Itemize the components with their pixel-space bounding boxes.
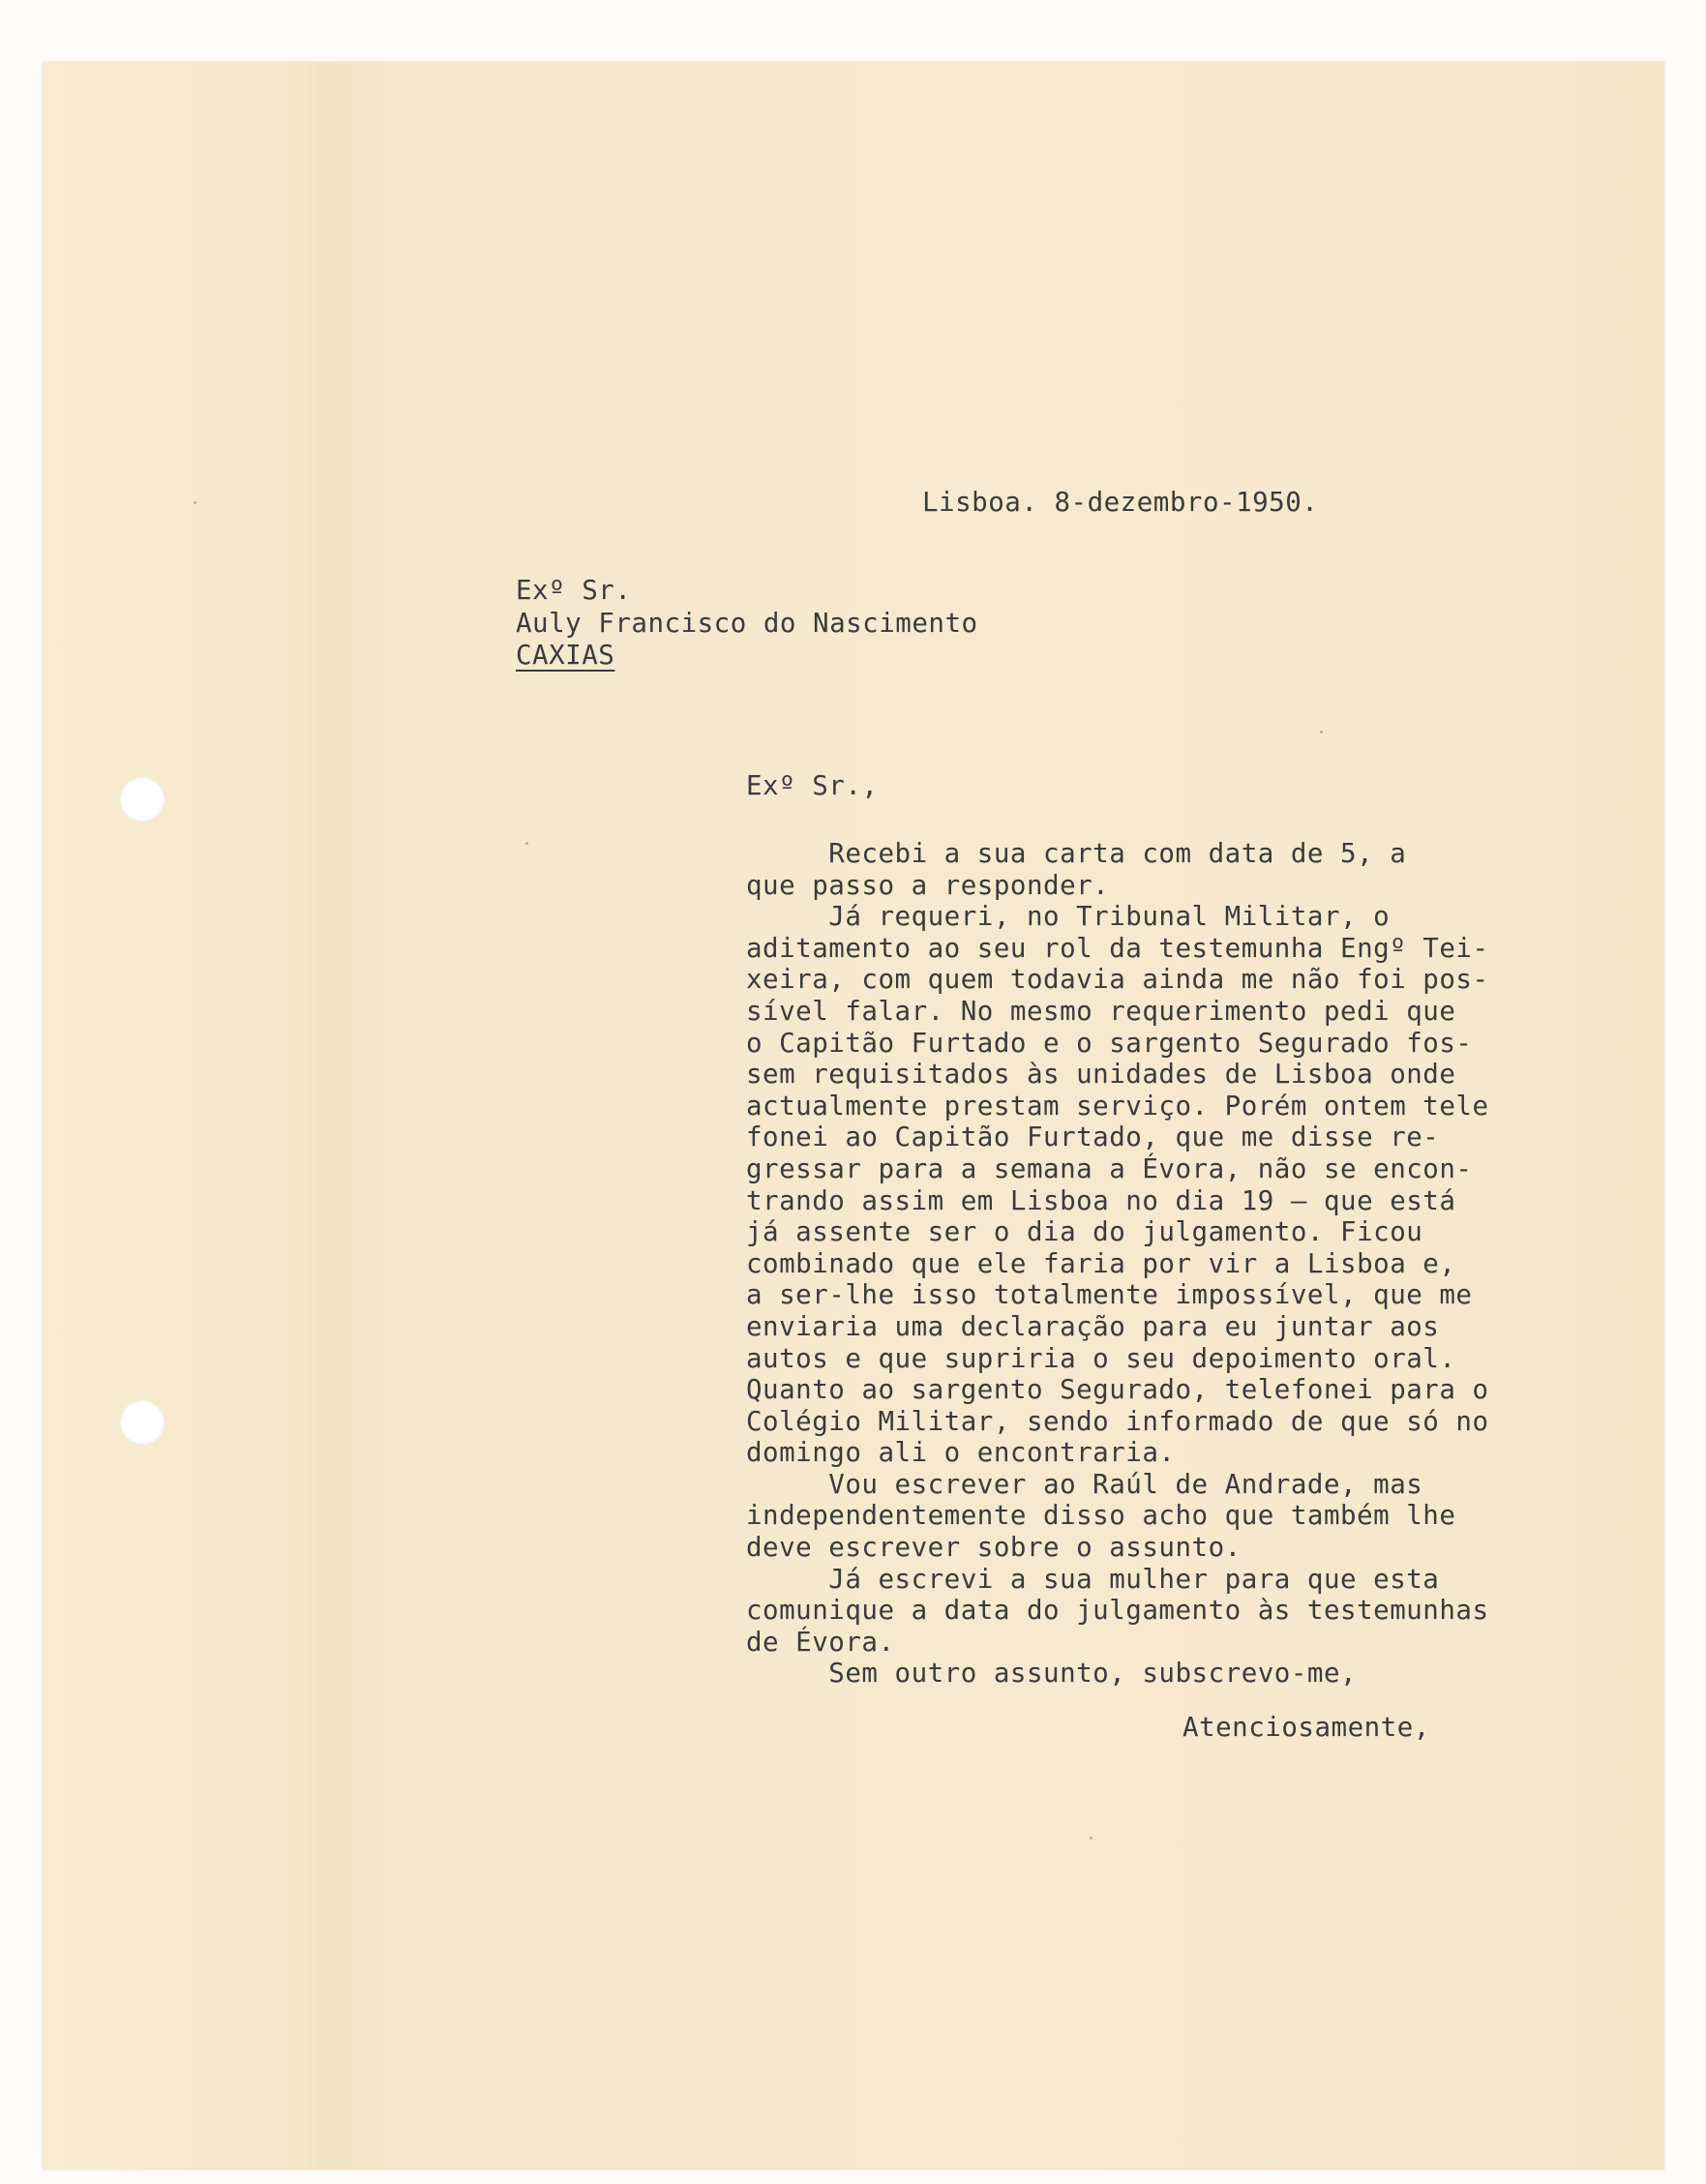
body-line: Já requeri, no Tribunal Militar, o xyxy=(746,901,1391,933)
body-line: trando assim em Lisboa no dia 19 — que está xyxy=(746,1184,1456,1216)
body-line: fonei ao Capitão Furtado, que me disse re- xyxy=(746,1122,1440,1153)
body-line: Sem outro assunto, subscrevo-me, xyxy=(746,1658,1358,1690)
body-line: que passo a responder. xyxy=(746,869,1110,901)
body-line: combinado que ele faria por vir a Lisboa e, xyxy=(746,1247,1456,1279)
letter-salutation: Exº Sr., xyxy=(746,770,879,801)
body-line: Vou escrever ao Raúl de Andrade, mas xyxy=(746,1468,1423,1500)
recipient-salutation: Exº Sr. xyxy=(516,575,632,606)
body-line: comunique a data do julgamento às testemunhas xyxy=(746,1595,1489,1627)
paper-speck xyxy=(525,842,528,845)
letter-body xyxy=(746,838,1489,1690)
body-line: a ser-lhe isso totalmente impossível, que me xyxy=(746,1279,1473,1311)
body-line: o Capitão Furtado e o sargento Segurado fos- xyxy=(746,1027,1473,1059)
body-line: gressar para a semana a Évora, não se encon- xyxy=(746,1152,1473,1184)
body-line: sem requisitados às unidades de Lisboa onde xyxy=(746,1059,1456,1091)
body-line: Recebi a sua carta com data de 5, a xyxy=(746,838,1407,869)
punch-hole-bottom xyxy=(120,1400,165,1445)
body-line: já assente ser o dia do julgamento. Ficou xyxy=(746,1216,1423,1248)
body-line: deve escrever sobre o assunto. xyxy=(746,1532,1242,1564)
body-line: independentemente disso acho que também lhe xyxy=(746,1500,1456,1532)
punch-hole-top xyxy=(120,777,165,822)
paper-speck xyxy=(1090,1837,1092,1840)
body-line: aditamento ao seu rol da testemunha Engº Tei- xyxy=(746,932,1489,964)
body-line: de Évora. xyxy=(746,1626,895,1658)
paper-speck xyxy=(194,501,196,504)
recipient-name: Auly Francisco do Nascimento xyxy=(516,608,978,639)
letter-closing: Atenciosamente, xyxy=(1182,1712,1430,1743)
body-line: domingo ali o encontraria. xyxy=(746,1437,1176,1469)
body-line: Quanto ao sargento Segurado, telefonei para o xyxy=(746,1374,1489,1406)
body-line: Já escrevi a sua mulher para que esta xyxy=(746,1563,1440,1595)
body-line: sível falar. No mesmo requerimento pedi que xyxy=(746,995,1456,1027)
paper-speck xyxy=(1320,731,1323,733)
body-line: enviaria uma declaração para eu juntar aos xyxy=(746,1310,1440,1342)
body-line: autos e que supriria o seu depoimento oral. xyxy=(746,1342,1456,1374)
body-line: Colégio Militar, sendo informado de que só no xyxy=(746,1405,1489,1437)
letter-date: Lisboa. 8-dezembro-1950. xyxy=(922,487,1319,518)
body-line: xeira, com quem todavia ainda me não foi pos- xyxy=(746,964,1489,996)
recipient-city: CAXIAS xyxy=(516,640,615,671)
body-line: actualmente prestam serviço. Porém ontem tele xyxy=(746,1090,1489,1122)
